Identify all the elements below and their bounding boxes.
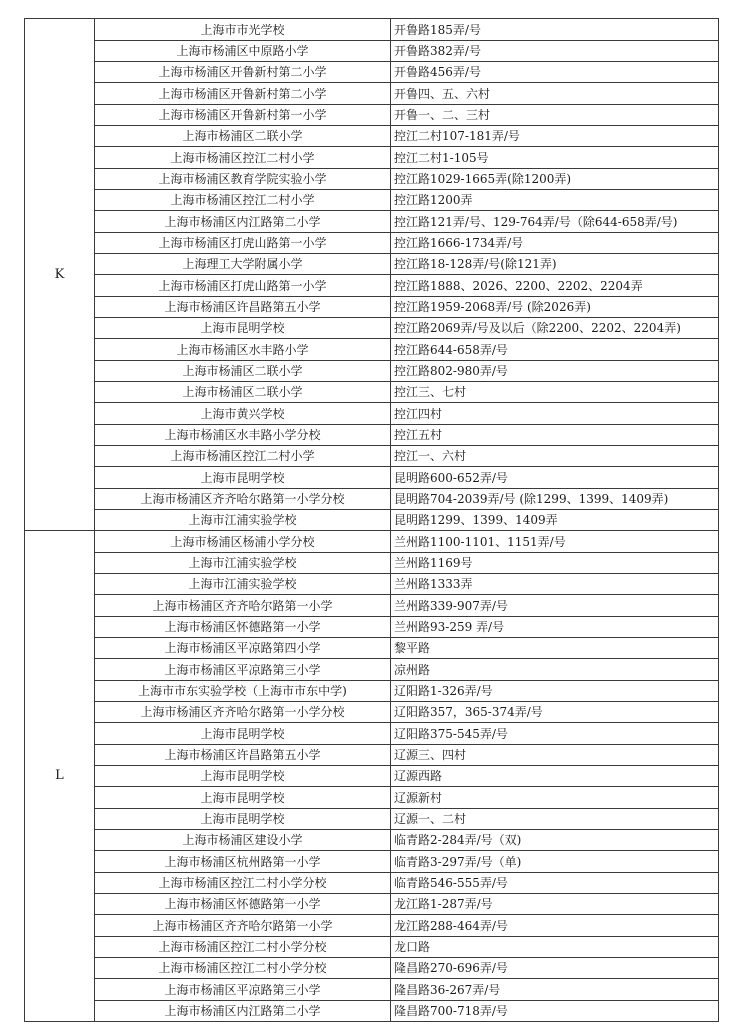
table-row: [25, 105, 719, 126]
address-cell: 昆明路600-652弄/号: [391, 467, 719, 489]
table-row: [25, 723, 719, 745]
address-cell: 控江路644-658弄/号: [391, 339, 719, 361]
school-name-cell: 上海理工大学附属小学: [95, 254, 391, 275]
school-name-cell: 上海市杨浦区许昌路第五小学: [95, 745, 391, 766]
address-cell: 开鲁路382弄/号: [391, 41, 719, 62]
address-cell: 辽阳路1-326弄/号: [391, 681, 719, 702]
school-name-cell: 上海市江浦实验学校: [95, 574, 391, 595]
table-row: [25, 702, 719, 723]
section-letter-cell: L: [25, 531, 95, 1022]
table-row: [25, 638, 719, 659]
table-row: [25, 659, 719, 681]
table-body: [25, 19, 719, 1022]
address-cell: 控江一、六村: [391, 446, 719, 467]
address-cell: 控江二村107-181弄/号: [391, 126, 719, 147]
address-cell: 控江路1029-1665弄(除1200弄): [391, 169, 719, 190]
table-row: [25, 233, 719, 254]
address-cell: 隆昌路36-267弄/号: [391, 979, 719, 1001]
school-name-cell: 上海市杨浦区建设小学: [95, 830, 391, 851]
school-name-cell: 上海市杨浦区许昌路第五小学: [95, 297, 391, 318]
address-cell: 辽阳路375-545弄/号: [391, 723, 719, 745]
school-name-cell: 上海市昆明学校: [95, 467, 391, 489]
address-cell: 辽源三、四村: [391, 745, 719, 766]
table-row: [25, 531, 719, 553]
address-cell: 隆昌路700-718弄/号: [391, 1001, 719, 1022]
table-row: [25, 318, 719, 339]
table-row: [25, 851, 719, 873]
school-name-cell: 上海市杨浦区内江路第二小学: [95, 211, 391, 233]
address-cell: 开鲁四、五、六村: [391, 83, 719, 105]
school-name-cell: 上海市杨浦区水丰路小学: [95, 339, 391, 361]
address-cell: 控江路1666-1734弄/号: [391, 233, 719, 254]
table-row: [25, 958, 719, 979]
table-row: [25, 211, 719, 233]
table-row: [25, 809, 719, 830]
table-row: [25, 382, 719, 403]
school-name-cell: 上海市昆明学校: [95, 809, 391, 830]
school-name-cell: 上海市杨浦区二联小学: [95, 382, 391, 403]
table-row: [25, 190, 719, 211]
school-name-cell: 上海市杨浦区中原路小学: [95, 41, 391, 62]
table-row: [25, 894, 719, 915]
table-row: [25, 403, 719, 425]
school-name-cell: 上海市杨浦区齐齐哈尔路第一小学分校: [95, 489, 391, 510]
address-cell: 临青路546-555弄/号: [391, 873, 719, 894]
table-row: [25, 1001, 719, 1022]
table-row: [25, 339, 719, 361]
table-row: [25, 147, 719, 169]
address-cell: 凉州路: [391, 659, 719, 681]
address-cell: 龙江路1-287弄/号: [391, 894, 719, 915]
address-cell: 黎平路: [391, 638, 719, 659]
school-name-cell: 上海市杨浦区平凉路第三小学: [95, 979, 391, 1001]
school-name-cell: 上海市杨浦区控江二村小学分校: [95, 937, 391, 958]
school-name-cell: 上海市江浦实验学校: [95, 553, 391, 574]
table-row: [25, 467, 719, 489]
address-cell: 控江四村: [391, 403, 719, 425]
school-name-cell: 上海市黄兴学校: [95, 403, 391, 425]
table-row: [25, 574, 719, 595]
school-name-cell: 上海市昆明学校: [95, 787, 391, 809]
address-cell: 辽源一、二村: [391, 809, 719, 830]
school-name-cell: 上海市杨浦区打虎山路第一小学: [95, 275, 391, 297]
school-name-cell: 上海市昆明学校: [95, 318, 391, 339]
address-cell: 兰州路1333弄: [391, 574, 719, 595]
address-cell: 辽源新村: [391, 787, 719, 809]
address-cell: 龙口路: [391, 937, 719, 958]
address-cell: 开鲁路185弄/号: [391, 19, 719, 41]
table-row: [25, 766, 719, 787]
address-cell: 兰州路1100-1101、1151弄/号: [391, 531, 719, 553]
table-row: [25, 19, 719, 41]
school-name-cell: 上海市杨浦区平凉路第四小学: [95, 638, 391, 659]
table-row: [25, 510, 719, 531]
school-name-cell: 上海市杨浦区开鲁新村第一小学: [95, 105, 391, 126]
school-name-cell: 上海市杨浦区开鲁新村第二小学: [95, 62, 391, 83]
address-cell: 控江路1888、2026、2200、2202、2204弄: [391, 275, 719, 297]
school-district-table-sheet: [24, 18, 718, 1022]
school-name-cell: 上海市杨浦区控江二村小学: [95, 147, 391, 169]
table-row: [25, 446, 719, 467]
school-name-cell: 上海市杨浦区二联小学: [95, 126, 391, 147]
address-cell: 控江路18-128弄/号(除121弄): [391, 254, 719, 275]
school-name-cell: 上海市市东实验学校（上海市市东中学): [95, 681, 391, 702]
school-name-cell: 上海市市光学校: [95, 19, 391, 41]
table-row: [25, 873, 719, 894]
table-row: [25, 937, 719, 958]
school-name-cell: 上海市杨浦区齐齐哈尔路第一小学分校: [95, 702, 391, 723]
school-name-cell: 上海市杨浦区杭州路第一小学: [95, 851, 391, 873]
address-cell: 兰州路1169号: [391, 553, 719, 574]
school-name-cell: 上海市昆明学校: [95, 723, 391, 745]
school-name-cell: 上海市江浦实验学校: [95, 510, 391, 531]
school-name-cell: 上海市杨浦区内江路第二小学: [95, 1001, 391, 1022]
address-cell: 临青路3-297弄/号（单): [391, 851, 719, 873]
table-row: [25, 979, 719, 1001]
school-name-cell: 上海市杨浦区开鲁新村第二小学: [95, 83, 391, 105]
table-row: [25, 830, 719, 851]
section-letter-cell: K: [25, 19, 95, 531]
table-row: [25, 745, 719, 766]
address-cell: 昆明路704-2039弄/号 (除1299、1399、1409弄): [391, 489, 719, 510]
address-cell: 昆明路1299、1399、1409弄: [391, 510, 719, 531]
school-name-cell: 上海市杨浦区二联小学: [95, 361, 391, 382]
table-row: [25, 297, 719, 318]
address-cell: 开鲁路456弄/号: [391, 62, 719, 83]
table-row: [25, 681, 719, 702]
school-name-cell: 上海市杨浦区平凉路第三小学: [95, 659, 391, 681]
school-name-cell: 上海市杨浦区教育学院实验小学: [95, 169, 391, 190]
address-cell: 辽源西路: [391, 766, 719, 787]
school-name-cell: 上海市杨浦区控江二村小学分校: [95, 873, 391, 894]
table-row: [25, 169, 719, 190]
address-cell: 控江二村1-105号: [391, 147, 719, 169]
table-row: [25, 361, 719, 382]
table-row: [25, 41, 719, 62]
address-cell: 控江路802-980弄/号: [391, 361, 719, 382]
table-row: [25, 553, 719, 574]
school-name-cell: 上海市杨浦区齐齐哈尔路第一小学: [95, 595, 391, 617]
address-cell: 辽阳路357，365-374弄/号: [391, 702, 719, 723]
address-cell: 控江三、七村: [391, 382, 719, 403]
address-cell: 兰州路93-259 弄/号: [391, 617, 719, 638]
school-name-cell: 上海市杨浦区控江二村小学: [95, 190, 391, 211]
table-row: [25, 126, 719, 147]
school-name-cell: 上海市杨浦区水丰路小学分校: [95, 425, 391, 446]
table-row: [25, 62, 719, 83]
table-row: [25, 425, 719, 446]
table-row: [25, 915, 719, 937]
table-row: [25, 595, 719, 617]
school-name-cell: 上海市杨浦区怀德路第一小学: [95, 894, 391, 915]
address-cell: 控江路1959-2068弄/号 (除2026弄): [391, 297, 719, 318]
school-name-cell: 上海市杨浦区齐齐哈尔路第一小学: [95, 915, 391, 937]
school-name-cell: 上海市杨浦区控江二村小学分校: [95, 958, 391, 979]
school-name-cell: 上海市杨浦区杨浦小学分校: [95, 531, 391, 553]
table-row: [25, 275, 719, 297]
address-cell: 控江五村: [391, 425, 719, 446]
table-row: [25, 617, 719, 638]
table-row: [25, 254, 719, 275]
address-cell: 隆昌路270-696弄/号: [391, 958, 719, 979]
school-name-cell: 上海市杨浦区打虎山路第一小学: [95, 233, 391, 254]
address-cell: 临青路2-284弄/号（双): [391, 830, 719, 851]
address-cell: 开鲁一、二、三村: [391, 105, 719, 126]
table-row: [25, 83, 719, 105]
address-cell: 控江路1200弄: [391, 190, 719, 211]
address-cell: 控江路121弄/号、129-764弄/号（除644-658弄/号): [391, 211, 719, 233]
table-row: [25, 787, 719, 809]
school-name-cell: 上海市杨浦区控江二村小学: [95, 446, 391, 467]
school-district-table: [24, 18, 719, 1022]
address-cell: 控江路2069弄/号及以后（除2200、2202、2204弄): [391, 318, 719, 339]
school-name-cell: 上海市杨浦区怀德路第一小学: [95, 617, 391, 638]
school-name-cell: 上海市昆明学校: [95, 766, 391, 787]
table-row: [25, 489, 719, 510]
address-cell: 龙江路288-464弄/号: [391, 915, 719, 937]
address-cell: 兰州路339-907弄/号: [391, 595, 719, 617]
